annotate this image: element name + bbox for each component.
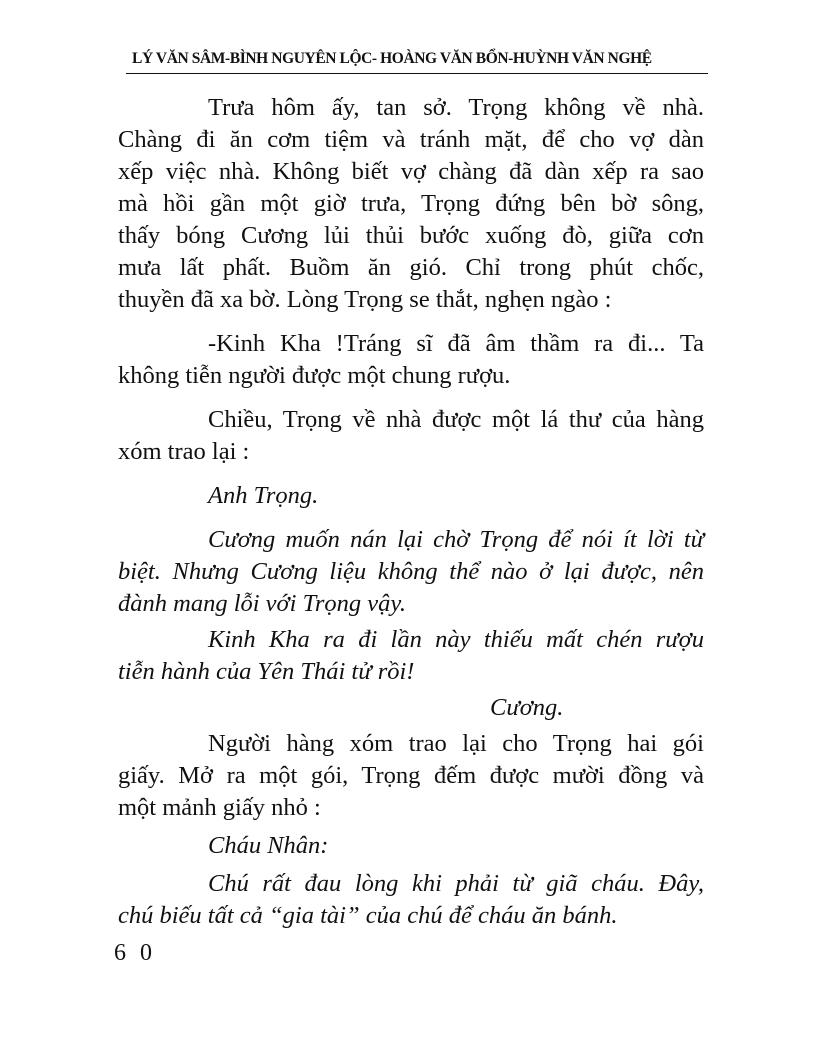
paragraph-line: tiễn hành của Yên Thái tử rồi! [118, 658, 415, 685]
paragraph-line: Anh Trọng. [208, 482, 319, 509]
paragraph-line: thấy bóng Cương lủi thủi bước xuống đò, giữa cơn [118, 222, 704, 249]
page-number: 6 0 [114, 940, 156, 966]
running-header: LÝ VĂN SÂM-BÌNH NGUYÊN LỘC- HOÀNG VĂN BỔN-HUỲNH VĂN NGHỆ [132, 50, 652, 67]
paragraph-line: Kinh Kha ra đi lần này thiếu mất chén rượu [208, 626, 704, 653]
paragraph-2 [118, 328, 704, 392]
paragraph-line: Cương. [490, 694, 564, 721]
paragraph-line: giấy. Mở ra một gói, Trọng đếm được mười đồng và [118, 762, 704, 789]
paragraph-line: chú biếu tất cả “gia tài” của chú để cháu ăn bánh. [118, 902, 618, 929]
paragraph-line: mưa lất phất. Buồm ăn gió. Chỉ trong phút chốc, [118, 254, 704, 281]
paragraph-line: Cháu Nhân: [208, 832, 329, 859]
paragraph-line: đành mang lỗi với Trọng vậy. [118, 590, 407, 617]
paragraph-line: -Kinh Kha !Tráng sĩ đã âm thầm ra đi... Ta [208, 330, 704, 357]
paragraph-line: Chàng đi ăn cơm tiệm và tránh mặt, để cho vợ dàn [118, 126, 704, 153]
letter-salutation [118, 480, 704, 512]
paragraph-line: xóm trao lại : [118, 438, 250, 465]
paragraph-1 [118, 92, 704, 316]
paragraph-line: thuyền đã xa bờ. Lòng Trọng se thắt, nghẹn ngào : [118, 286, 612, 313]
paragraph-line: Trưa hôm ấy, tan sở. Trọng không về nhà. [208, 94, 704, 121]
paragraph-line: Người hàng xóm trao lại cho Trọng hai gói [208, 730, 704, 757]
paragraph-line: xếp việc nhà. Không biết vợ chàng đã dàn xếp ra sao [118, 158, 704, 185]
paragraph-line: một mảnh giấy nhỏ : [118, 794, 321, 821]
paragraph-line: Chú rất đau lòng khi phải từ giã cháu. Đây, [208, 870, 704, 897]
letter-signature [118, 692, 704, 724]
paragraph-line: biệt. Nhưng Cương liệu không thể nào ở lại được, nên [118, 558, 704, 585]
paragraph-4 [118, 728, 704, 824]
note-salutation [118, 830, 704, 862]
paragraph-line: Chiều, Trọng về nhà được một lá thư của hàng [208, 406, 704, 433]
paragraph-3 [118, 404, 704, 468]
paragraph-line: không tiễn người được một chung rượu. [118, 362, 511, 389]
letter-paragraph-1 [118, 524, 704, 620]
note-paragraph [118, 868, 704, 932]
page-body [118, 92, 704, 932]
letter-paragraph-2 [118, 624, 704, 688]
header-rule [126, 73, 708, 74]
paragraph-line: mà hồi gần một giờ trưa, Trọng đứng bên bờ sông, [118, 190, 704, 217]
paragraph-line: Cương muốn nán lại chờ Trọng để nói ít lời từ [208, 526, 704, 553]
